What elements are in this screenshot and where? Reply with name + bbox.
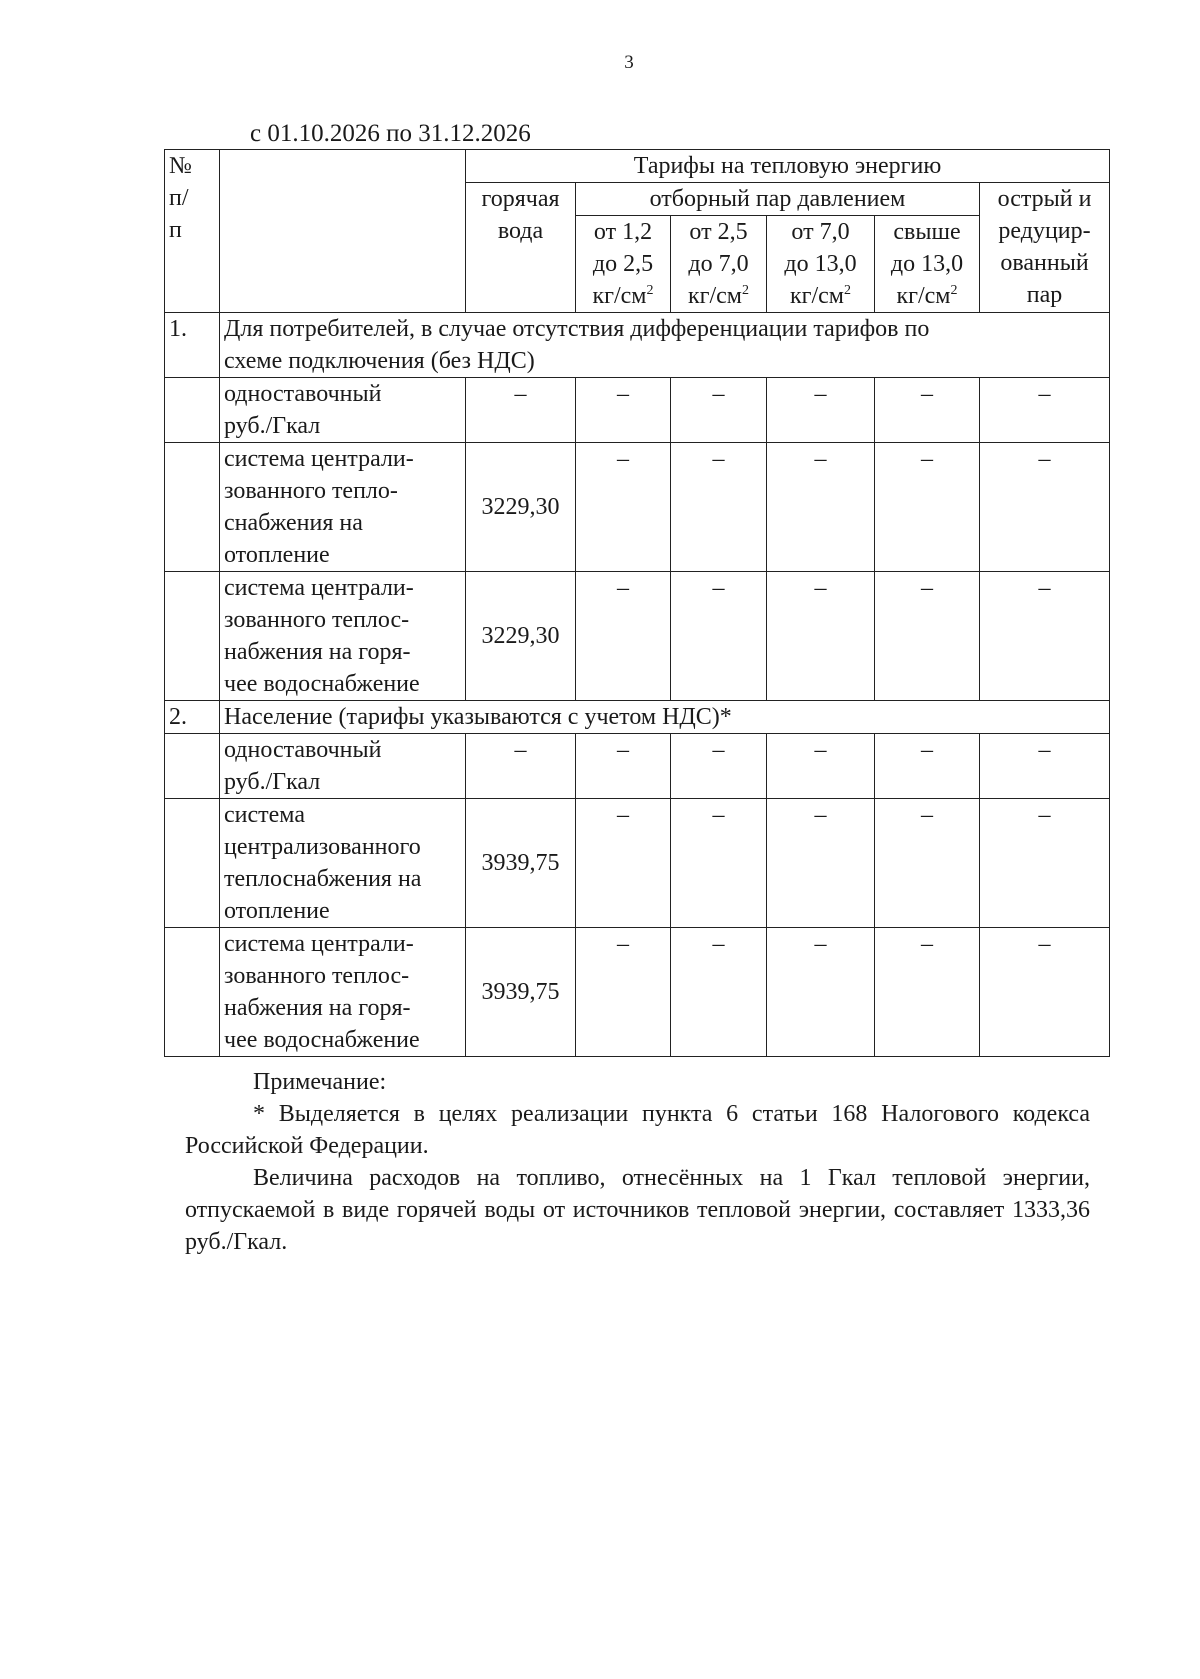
header-hot-water: [466, 183, 576, 313]
section-title-line: Население (тарифы указываются с учетом НДС)*: [224, 704, 732, 730]
unit-base: кг/см: [789, 283, 844, 309]
value-p4: –: [875, 378, 980, 443]
header-pressure-p2-line: от 2,5: [689, 219, 748, 245]
row-label-line: чее водоснабжение: [224, 671, 420, 697]
value-p2: –: [671, 378, 767, 443]
hot-water-value: –: [466, 378, 576, 443]
header-hot-water-line: вода: [497, 218, 544, 244]
row-label-line: отопление: [224, 542, 330, 568]
unit-label: [771, 280, 870, 312]
value-p2: –: [671, 572, 767, 701]
hot-water-value: 3939,75: [466, 928, 576, 1057]
header-hot-water-line: горячая: [481, 186, 560, 212]
row-label-line: руб./Гкал: [224, 413, 321, 439]
row-num-empty: [165, 799, 220, 928]
value-p3: –: [767, 734, 875, 799]
table-row: [165, 799, 1110, 928]
row-label-line: снабжения на: [224, 510, 363, 536]
header-sharp-steam-line: редуцир-: [998, 218, 1091, 244]
section-row: [165, 313, 1110, 378]
header-sharp-steam: [980, 183, 1110, 313]
value-p3: –: [767, 799, 875, 928]
row-label-line: набжения на горя-: [224, 995, 411, 1021]
header-pressure-p3-line: до 13,0: [784, 251, 857, 277]
header-pressure-p2: [671, 216, 767, 313]
value-p2: –: [671, 928, 767, 1057]
section-num: 2.: [165, 701, 220, 734]
value-p2: –: [671, 734, 767, 799]
header-pressure-p4-line: свыше: [893, 219, 961, 245]
header-pressure-p2-line: до 7,0: [688, 251, 749, 277]
unit-label: [879, 280, 975, 312]
header-sharp-steam-line: ованный: [1000, 250, 1089, 276]
section-title: [220, 701, 1110, 734]
row-label: [220, 734, 466, 799]
value-p2: –: [671, 443, 767, 572]
value-p4: –: [875, 928, 980, 1057]
unit-label: [675, 280, 762, 312]
header-pressure-p3: [767, 216, 875, 313]
value-sharp: –: [980, 378, 1110, 443]
value-p1: –: [576, 928, 671, 1057]
header-tariffs-title: Тарифы на тепловую энергию: [466, 150, 1110, 183]
hot-water-value: 3229,30: [466, 443, 576, 572]
section-num: 1.: [165, 313, 220, 378]
notes-block: [185, 1066, 1090, 1258]
value-p3: –: [767, 928, 875, 1057]
table-row: [165, 378, 1110, 443]
note-vat: * Выделяется в целях реализации пункта 6 статьи 168 Налогового кодекса Российской Федерации.: [185, 1101, 1090, 1159]
row-num-empty: [165, 928, 220, 1057]
row-label: [220, 928, 466, 1057]
section-title-line: Для потребителей, в случае отсутствия дифференциации тарифов по: [224, 316, 930, 342]
row-label: [220, 572, 466, 701]
row-num-empty: [165, 443, 220, 572]
value-p4: –: [875, 443, 980, 572]
value-p4: –: [875, 572, 980, 701]
note-fuel-cost: Величина расходов на топливо, отнесённых на 1 Гкал тепловой энергии, отпускаемой в виде горячей воды от источников тепловой энергии, составляет 1333,36 руб./Гкал.: [185, 1165, 1090, 1255]
unit-exp: 2: [844, 283, 851, 298]
row-label: [220, 378, 466, 443]
row-label-line: руб./Гкал: [224, 769, 321, 795]
table-row: [165, 443, 1110, 572]
unit-label: [580, 280, 666, 312]
row-label-line: зованного теплос-: [224, 607, 410, 633]
table-row: [165, 572, 1110, 701]
row-num-empty: [165, 572, 220, 701]
notes-title: Примечание:: [253, 1069, 387, 1095]
value-p1: –: [576, 734, 671, 799]
row-label-line: отопление: [224, 898, 330, 924]
hot-water-value: 3939,75: [466, 799, 576, 928]
header-num-line: п: [169, 217, 182, 243]
header-sharp-steam-line: острый и: [997, 186, 1092, 212]
header-pressure-p4-line: до 13,0: [890, 251, 964, 277]
value-sharp: –: [980, 928, 1110, 1057]
value-p2: –: [671, 799, 767, 928]
header-pressure-p4: [875, 216, 980, 313]
value-p1: –: [576, 572, 671, 701]
header-sharp-steam-line: пар: [1026, 282, 1063, 308]
header-pressure-p1: [576, 216, 671, 313]
tariff-table: [164, 149, 1110, 1057]
unit-exp: 2: [646, 283, 654, 298]
section-title: [220, 313, 1110, 378]
header-steam-title: отборный пар давлением: [576, 183, 980, 216]
value-p3: –: [767, 572, 875, 701]
value-sharp: –: [980, 443, 1110, 572]
value-p4: –: [875, 799, 980, 928]
row-label-line: одноставочный: [224, 381, 382, 407]
section-row: [165, 701, 1110, 734]
row-label-line: система централи-: [224, 446, 414, 472]
header-num: [165, 150, 220, 313]
row-label-line: централизованного: [224, 834, 421, 860]
value-p1: –: [576, 378, 671, 443]
row-label-line: зованного тепло-: [224, 478, 398, 504]
value-p3: –: [767, 443, 875, 572]
unit-base: кг/см: [592, 283, 647, 309]
header-num-line: п/: [169, 185, 189, 211]
unit-exp: 2: [950, 283, 958, 298]
value-p1: –: [576, 799, 671, 928]
row-label: [220, 799, 466, 928]
row-label-line: зованного теплос-: [224, 963, 410, 989]
page-number: 3: [624, 52, 634, 73]
table-row: [165, 928, 1110, 1057]
unit-exp: 2: [742, 283, 749, 298]
table-row: [165, 734, 1110, 799]
row-label-line: чее водоснабжение: [224, 1027, 420, 1053]
value-p4: –: [875, 734, 980, 799]
hot-water-value: 3229,30: [466, 572, 576, 701]
row-label-line: теплоснабжения на: [224, 866, 422, 892]
row-label: [220, 443, 466, 572]
header-num-line: №: [169, 153, 192, 179]
section-title-line: схеме подключения (без НДС): [224, 348, 535, 374]
value-sharp: –: [980, 734, 1110, 799]
value-sharp: –: [980, 799, 1110, 928]
row-label-line: система централи-: [224, 931, 414, 957]
tariff-period: с 01.10.2026 по 31.12.2026: [250, 120, 531, 147]
row-label-line: система: [224, 802, 305, 828]
hot-water-value: –: [466, 734, 576, 799]
row-label-line: одноставочный: [224, 737, 382, 763]
row-num-empty: [165, 734, 220, 799]
header-pressure-p1-line: от 1,2: [593, 219, 653, 245]
header-blank: [220, 150, 466, 313]
row-label-line: набжения на горя-: [224, 639, 411, 665]
header-pressure-p1-line: до 2,5: [592, 251, 654, 277]
value-sharp: –: [980, 572, 1110, 701]
value-p3: –: [767, 378, 875, 443]
row-label-line: система централи-: [224, 575, 414, 601]
row-num-empty: [165, 378, 220, 443]
value-p1: –: [576, 443, 671, 572]
header-pressure-p3-line: от 7,0: [791, 219, 850, 245]
unit-base: кг/см: [896, 283, 951, 309]
unit-base: кг/см: [687, 283, 742, 309]
